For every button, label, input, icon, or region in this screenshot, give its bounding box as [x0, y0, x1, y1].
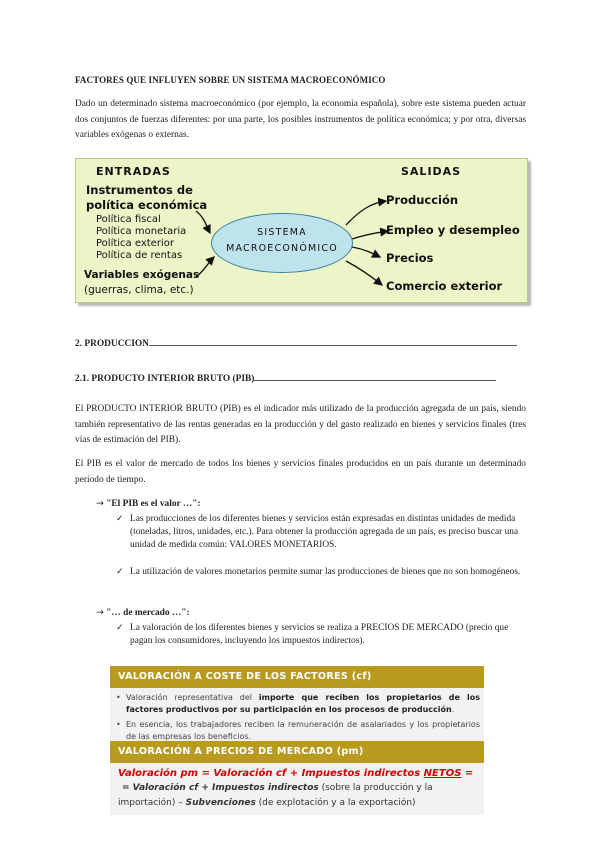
box-pm-body	[110, 763, 484, 815]
formula-line-3	[118, 796, 478, 811]
check-item	[116, 566, 530, 579]
instrumentos-line2: política económica	[86, 198, 208, 212]
formula-1-end: =	[461, 768, 474, 779]
macro-system-diagram	[75, 158, 528, 303]
box-cf-body	[110, 688, 484, 747]
center-line1: SISTEMA	[257, 227, 307, 238]
section-produccion-heading	[75, 339, 526, 349]
box-cf-heading: VALORACIÓN A COSTE DE LOS FACTORES (cf)	[110, 666, 484, 688]
salidas-label: SALIDAS	[401, 165, 462, 178]
formula-line-1	[118, 766, 478, 781]
box-cf-bullet	[116, 719, 480, 742]
arrow-icon: →	[96, 607, 104, 618]
arrow-out-3	[352, 247, 380, 257]
box-cf-b1-post: .	[451, 704, 455, 714]
check-item-text: Las producciones de los diferentes bienes y servicios están expresadas en distintas unidades de medida (toneladas, litros, unidades, etc.). Para obtener la producción agregada de un país, es preciso buscar una unidad de medida común: VALORES MONETARIOS.	[130, 514, 519, 550]
point-1-title: "El PIB es el valor …":	[106, 499, 201, 509]
formula-2-bold: = Valoración cf + Impuestos indirectos	[122, 783, 319, 793]
output-precios: Precios	[386, 251, 434, 265]
politica-item: Política fiscal	[96, 214, 161, 225]
check-item	[116, 622, 530, 648]
box-pm-heading: VALORACIÓN A PRECIOS DE MERCADO (pm)	[110, 741, 484, 763]
center-line2: MACROECONÓMICO	[226, 243, 338, 254]
system-ellipse	[211, 213, 353, 273]
box-cf-bullet	[116, 692, 480, 715]
formula-netos: NETOS	[423, 768, 462, 779]
politica-item: Política exterior	[96, 238, 174, 249]
arrow-out-1	[346, 201, 386, 225]
box-cf-b1-pre: Valoración representativa del	[126, 693, 259, 702]
section-pib-title: 2.1. PRODUCTO INTERIOR BRUTO (PIB)	[75, 374, 255, 384]
variables-line1: Variables exógenas	[84, 269, 200, 281]
section-pib-heading	[75, 374, 526, 384]
bullet-dot-icon: •	[116, 720, 121, 730]
pib-paragraph-2: El PIB es el valor de mercado de todos los bienes y servicios finales producidos en un país durante un determinado período de tiempo.	[75, 459, 526, 485]
check-icon: ✓	[116, 623, 124, 633]
intro-paragraph: Dado un determinado sistema macroeconómico (por ejemplo, la economía española), sobre este sistema pueden actuar dos conjuntos de fuerzas diferentes: por una parte, los posibles instrumentos de política económica; y por otra, diversas variables exógenas o externas.	[75, 99, 526, 141]
pib-paragraph-1: El PRODUCTO INTERIOR BRUTO (PIB) es el indicador más utilizado de la producción agregada de un país, siendo también representativo de las rentas generadas en la producción y del gasto realizado en bienes y servicios finales (tres vías de estimación del PIB).	[75, 404, 526, 446]
section-produccion-title: 2. PRODUCCIÓN	[75, 339, 149, 349]
formula-3-rest: (de explotación y a la exportación)	[255, 798, 416, 808]
point-1-heading	[96, 497, 201, 511]
box-cf-b2: En esencia, los trabajadores reciben la remuneración de asalariados y los propietarios de las empresas los beneficios.	[126, 720, 480, 741]
arrow-out-4	[346, 261, 382, 285]
arrow-icon: →	[96, 498, 104, 509]
variables-line2: (guerras, clima, etc.)	[84, 284, 194, 296]
formula-3-bold: Subvenciones	[185, 798, 256, 808]
box-cf-b1-bold: importe que reciben los propietarios de los factores productivos por su participación en los procesos de producción	[126, 693, 481, 714]
arrow-in-bottom	[196, 257, 214, 277]
politica-item: Política de rentas	[96, 250, 183, 261]
output-comercio: Comercio exterior	[386, 279, 503, 293]
box-coste-factores	[110, 666, 484, 747]
formula-3-start: importación) –	[118, 798, 186, 808]
arrow-out-2	[352, 231, 388, 239]
check-item-text: La valoración de los diferentes bienes y servicios se realiza a PRECIOS DE MERCADO (precio que pagan los consumidores, incluyendo los impuestos indirectos).	[130, 623, 509, 646]
formula-line-2	[118, 781, 478, 796]
formula-2-rest: (sobre la producción y la	[318, 783, 433, 793]
intro-title: FACTORES QUE INFLUYEN SOBRE UN SISTEMA MACROECONÓMICO	[75, 75, 386, 85]
formula-1-start: Valoración pm = Valoración cf + Impuestos indirectos	[118, 768, 424, 779]
bullet-dot-icon: •	[116, 693, 121, 702]
output-empleo: Empleo y desempleo	[386, 223, 520, 237]
arrow-in-top	[196, 211, 210, 233]
politica-item: Política monetaria	[96, 226, 187, 237]
entradas-label: ENTRADAS	[96, 165, 171, 178]
check-item-text: La utilización de valores monetarios permite sumar las producciones de bienes que no son homogéneos.	[130, 567, 521, 577]
point-2-heading	[96, 606, 190, 620]
check-icon: ✓	[116, 567, 124, 577]
check-item	[116, 513, 530, 552]
box-precios-mercado	[110, 741, 484, 815]
point-2-title: "… de mercado …":	[106, 608, 190, 618]
output-produccion: Producción	[386, 193, 459, 207]
heading-rule	[149, 345, 517, 346]
check-icon: ✓	[116, 514, 124, 524]
instrumentos-line1: Instrumentos de	[86, 183, 193, 197]
heading-rule	[254, 380, 496, 381]
